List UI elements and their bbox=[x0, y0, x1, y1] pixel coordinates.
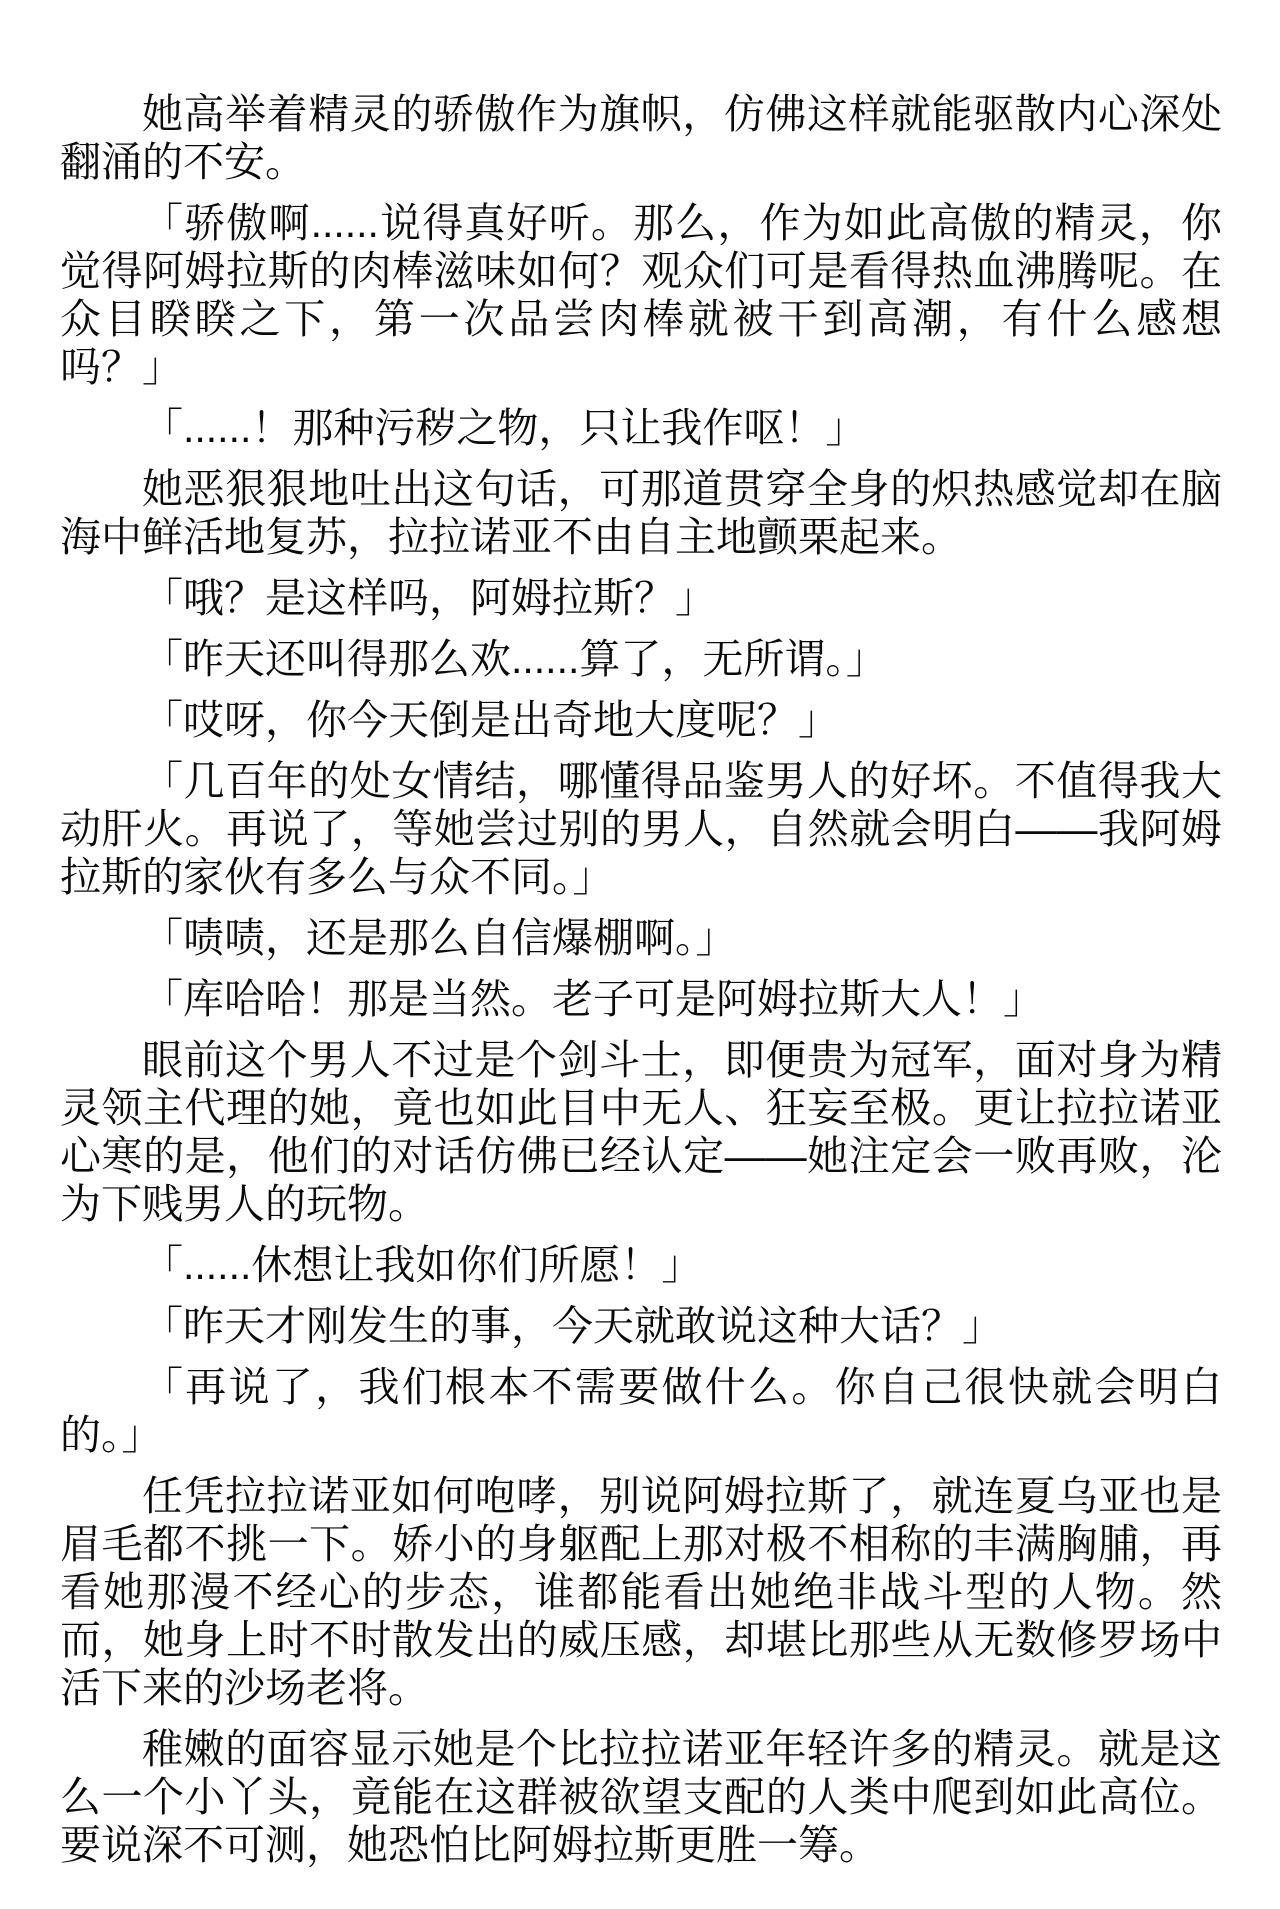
narration-paragraph: 眼前这个男人不过是个剑斗士，即便贵为冠军，面对身为精灵领主代理的她，竟也如此目中无人、狂妄至极。更让拉拉诺亚心寒的是，他们的对话仿佛已经认定——她注定会一败再败，沦为下贱男人的玩物。 bbox=[60, 1037, 1222, 1227]
dialogue-paragraph: 「哎呀，你今天倒是出奇地大度呢？」 bbox=[142, 697, 839, 743]
dialogue-paragraph: 「......休想让我如你们所愿！」 bbox=[142, 1242, 703, 1288]
dialogue-paragraph: 「昨天才刚发生的事，今天就敢说这种大话？」 bbox=[142, 1303, 1003, 1349]
dialogue-paragraph: 「昨天还叫得那么欢......算了，无所谓。」 bbox=[142, 636, 887, 682]
narration-paragraph: 稚嫩的面容显示她是个比拉拉诺亚年轻许多的精灵。就是这么一个小丫头，竟能在这群被欲望支配的人类中爬到如此高位。要说深不可测，她恐怕比阿姆拉斯更胜一筹。 bbox=[60, 1726, 1222, 1868]
dialogue-paragraph: 「啧啧，还是那么自信爆棚啊。」 bbox=[142, 915, 737, 961]
dialogue-paragraph: 「几百年的处女情结，哪懂得品鉴男人的好坏。不值得我大动肝火。再说了，等她尝过别的男人，自然就会明白——我阿姆拉斯的家伙有多么与众不同。」 bbox=[60, 758, 1222, 900]
dialogue-paragraph: 「骄傲啊......说得真好听。那么，作为如此高傲的精灵，你觉得阿姆拉斯的肉棒滋味如何？观众们可是看得热血沸腾呢。在众目睽睽之下，第一次品尝肉棒就被干到高潮，有什么感想吗？」 bbox=[60, 200, 1222, 390]
narration-paragraph: 她恶狠狠地吐出这句话，可那道贯穿全身的炽热感觉却在脑海中鲜活地复苏，拉拉诺亚不由自主地颤栗起来。 bbox=[60, 466, 1222, 560]
narration-paragraph: 她高举着精灵的骄傲作为旗帜，仿佛这样就能驱散内心深处翻涌的不安。 bbox=[60, 91, 1222, 185]
paragraph-list bbox=[60, 90, 1222, 1869]
narration-paragraph: 任凭拉拉诺亚如何咆哮，别说阿姆拉斯了，就连夏乌亚也是眉毛都不挑一下。娇小的身躯配上那对极不相称的丰满胸脯，再看她那漫不经心的步态，谁都能看出她绝非战斗型的人物。然而，她身上时不时散发出的威压感，却堪比那些从无数修罗场中活下来的沙场老将。 bbox=[60, 1473, 1222, 1711]
dialogue-paragraph: 「哦？是这样吗，阿姆拉斯？」 bbox=[142, 575, 716, 621]
dialogue-paragraph: 「库哈哈！那是当然。老子可是阿姆拉斯大人！」 bbox=[142, 976, 1044, 1022]
dialogue-paragraph: 「再说了，我们根本不需要做什么。你自己很快就会明白的。」 bbox=[60, 1364, 1222, 1458]
dialogue-paragraph: 「......！那种污秽之物，只让我作呕！」 bbox=[142, 405, 867, 451]
